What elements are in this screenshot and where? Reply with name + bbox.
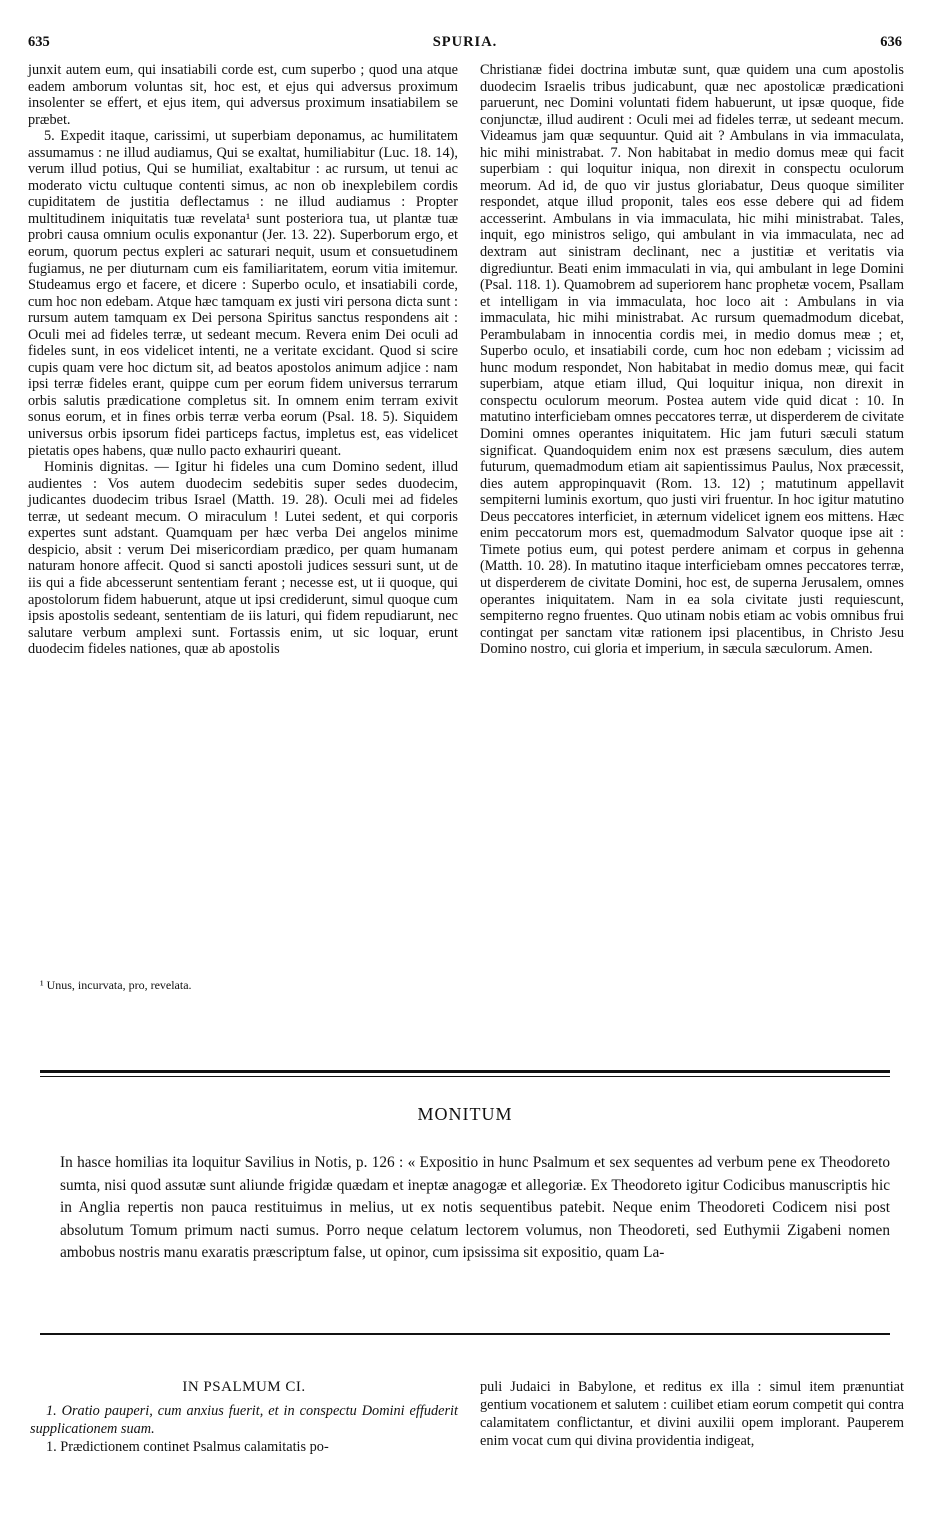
monitum-text: In hasce homilias ita loquitur Savilius in Notis, p. 126 : « Expositio in hunc Psalmum et sex sequentes ad verbum pene ex Theodoreto sumta, nisi quod assutæ sunt aliunde frigidæ quædam et ineptæ anagogæ et allegoriæ. Ex Theodoreto igitur Codicibus manuscriptis hic in Anglia repertis non pauca restituimus in melius, ut ex notis sequentibus patebit. Neque enim Theodoreti Codicem nisi post absolutum Tomum primum nacti sumus. Porro neque celatum lectorem volumus, non Theodoreti, sed Euthymii Zigabeni nomen ambobus nostris manu exaratis præscriptum false, ut opinor, cum ipsissima sit expositio, quam La- — [60, 1154, 890, 1262]
double-divider — [40, 1070, 890, 1079]
psalm-text-start: 1. Prædictionem continet Psalmus calamitatis po- — [46, 1439, 329, 1455]
psalm-summary: 1. Oratio pauperi, cum anxius fuerit, et in conspectu Domini effuderit supplicationem suam. — [30, 1403, 458, 1437]
psalm-left-column — [30, 1378, 458, 1456]
section-divider — [40, 1333, 890, 1335]
left-page-number: 635 — [28, 34, 50, 50]
left-paragraph-1: junxit autem eum, qui insatiabili corde est, cum superbo ; quod una atque eadem amborum voluntas sit, hoc est, et ejus qui adversus proximum insolenter se effert, et ejus item, qui adversus proximum insatiabilem se præbet. — [28, 62, 458, 128]
psalm-right-column — [480, 1378, 904, 1450]
left-paragraph-3: Hominis dignitas. — Igitur hi fideles una cum Domino sedent, illud audientes : Vos autem duodecim sedebitis super sedes duodecim, judicantes duodecim tribus Israel (Matth. 19. 28). Oculi mei ad fideles terræ, ut sedeant mecum. O miraculum ! Lutei sedent, et qui corporis expertes sunt adstant. Quamquam per hæc verba Dei angelos minime despicio, absit : verum Dei misericordiam prædico, per quam humanam naturam honore affecit. Quod si sancti apostoli judices sessuri sunt, ut de iis qui a fide abcesserunt sententiam ferant ; necesse est, ut ii quoque, qui apostolorum fidem habuerunt, atque ut ipsi crediderunt, simul quoque cum ipsis apostolis sedeant, sententiam de iis laturi, qui fidem repudiarunt, nec salutare verbum amplexi sunt. Fortassis enim, ut sic loquar, erunt duodecim fideles nationes, quæ ab apostolis — [28, 459, 458, 658]
left-column — [28, 62, 458, 658]
footnote: ¹ Unus, incurvata, pro, revelata. — [40, 978, 192, 992]
right-paragraph-1: Christianæ fidei doctrina imbutæ sunt, quæ quidem una cum apostolis duodecim Israelis tribus judicabunt, quæ nec apostolicæ prædicationi paruerunt, nec Domini voluntati fidem habuerunt, ut ipsæ quoque, fide conjunctæ, illud audirent : Oculi mei ad fideles terræ, ut sedeant mecum. Videamus jam quæ sequuntur. Quid ait ? Ambulans in via immaculata, hic mihi ministrabat. 7. Non habitabat in medio domus meæ qui facit superbiam : qui loquitur iniqua, non direxit in conspectu oculorum meorum. Ad id, de quo vir justus gloriabatur, Deus quoque similiter respondet, atque illud proponit, tales eos esse debere qui ad fidem accesserint. Ambulans in via immaculata, hic mihi ministrabat. Tales, inquit, ego ministros seligo, qui ambulant in via immaculata, nec ad dextram aut sinistram declinant, nec a justitiæ et veritatis via digrediuntur. Beati enim immaculati in via, qui ambulant in lege Domini (Psal. 118. 1). Quamobrem ad superiorem hanc prophetæ vocem, Psallam et intelligam in via immaculata, hoc loco ait : Ambulans in via immaculata, hic mihi ministrabat. Ac rursum quemadmodum dicebat, Perambulabam in innocentia cordis mei, in medio domus meæ ; et, Superbo oculo, et insatiabili corde, cum hoc non edebam ; vicissim ad hunc modum respondet, Non habitabat in medio domus meæ, qui facit superbiam, atque etiam illud, Qui loquitur iniqua, non direxit in conspectu oculorum meorum. Postea autem vide quid dicat : 10. In matutino interficiebam omnes peccatores terræ, ut disperderem de civitate Domini omnes operantes iniquitatem. Hic jam futuri sæculi statum significat. Quandoquidem enim nox est præsens sæculum, dies autem futurum, quemadmodum etiam ait sapientissimus Paulus, Nox præcessit, dies autem appropinquavit (Rom. 13. 12) ; matutinum appellavit sempiterni luminis exortum, quo justi viri fruentur. In hoc igitur matutino Deus peccatores interficiet, in æternum videlicet ignem eos mittens. Hæc enim peccatorum mors est, quemadmodum Salvator quoque ipse ait : Timete potius eum, qui potest perdere animam et corpus in gehenna (Matth. 10. 28). In matutino itaque interficiebam omnes peccatores terræ, ut disperderem de civitate Domini, hoc est, de superna Jerusalem, omnes operantes iniquitatem. Nam in ea sola civitate justi requiescunt, sempiterno regno fruentes. Quo utinam nobis etiam ac vobis omnibus frui contingat per sanctam vitæ rationem ipsi placentibus, in Christo Jesu Domino nostro, cui gloria et imperium, in sæcula sæculorum. Amen. — [480, 62, 904, 658]
psalm-text-continued: puli Judaici in Babylone, et reditus ex illa : simul item prænuntiat gentium vocationem et salutem : cuilibet etiam eorum competit qui contra calamitatem conflictantur, et divini auxilii opem implorant. Pauperem enim vocat cum qui divina providentia indigeat, — [480, 1379, 904, 1449]
running-header — [28, 34, 902, 56]
running-title: SPURIA. — [432, 34, 498, 50]
right-page-number: 636 — [880, 34, 902, 50]
left-paragraph-2: 5. Expedit itaque, carissimi, ut superbiam deponamus, ac humilitatem assumamus : ne illud audiamus, Qui se exaltat, humiliabitur (Luc. 18. 14), verum illud potius, Qui se humiliat, exaltabitur : ac rursum, ut tenui ac moderato victu cultuque contenti simus, ac non ob inexplebilem cordis cupiditatem de justitia deflectamus : ne illud audiamus : Propter multitudinem iniquitatis tuæ revelata¹ sunt posteriora tua, ut plantæ tuæ probri causa omnium oculis exponantur (Jer. 13. 22). Superborum ergo, et eorum, quorum pectus expleri ac saturari nequit, usum et consuetudinem fugiamus, ne per diuturnam cum eis familiaritatem, eorum vitia imitemur. Studeamus ergo et facere, et dicere : Superbo oculo, et insatiabili corde, cum hoc non edebam. Atque hæc tamquam ex justi viri persona dicta sunt : rursum autem tamquam ex Dei persona Spiritus sanctus respondens ait : Oculi mei ad fideles terræ, ut sedeant mecum. Revera enim Dei oculi ad fideles sunt, in eos videlicet intenti, ne a veritate excidant. Quod si scire cupis quam vere hoc dictum sit, ad beatos apostolos animum adjice : nam ipsi terræ fideles erant, quippe cum per eorum fidem universus terrarum orbis salutis prædicatione completus sit. In omnem enim terram exivit sonus eorum, et in fines orbis terræ verba eorum (Psal. 18. 5). Siquidem universus orbis ipsorum fidei particeps factus, impletus est, eas videlicet pietatis opes habens, quæ nullo pacto exhauriri queant. — [28, 128, 458, 459]
psalm-title: IN PSALMUM CI. — [182, 1379, 306, 1395]
right-column — [480, 62, 904, 658]
monitum-title: MONITUM — [417, 1104, 513, 1124]
